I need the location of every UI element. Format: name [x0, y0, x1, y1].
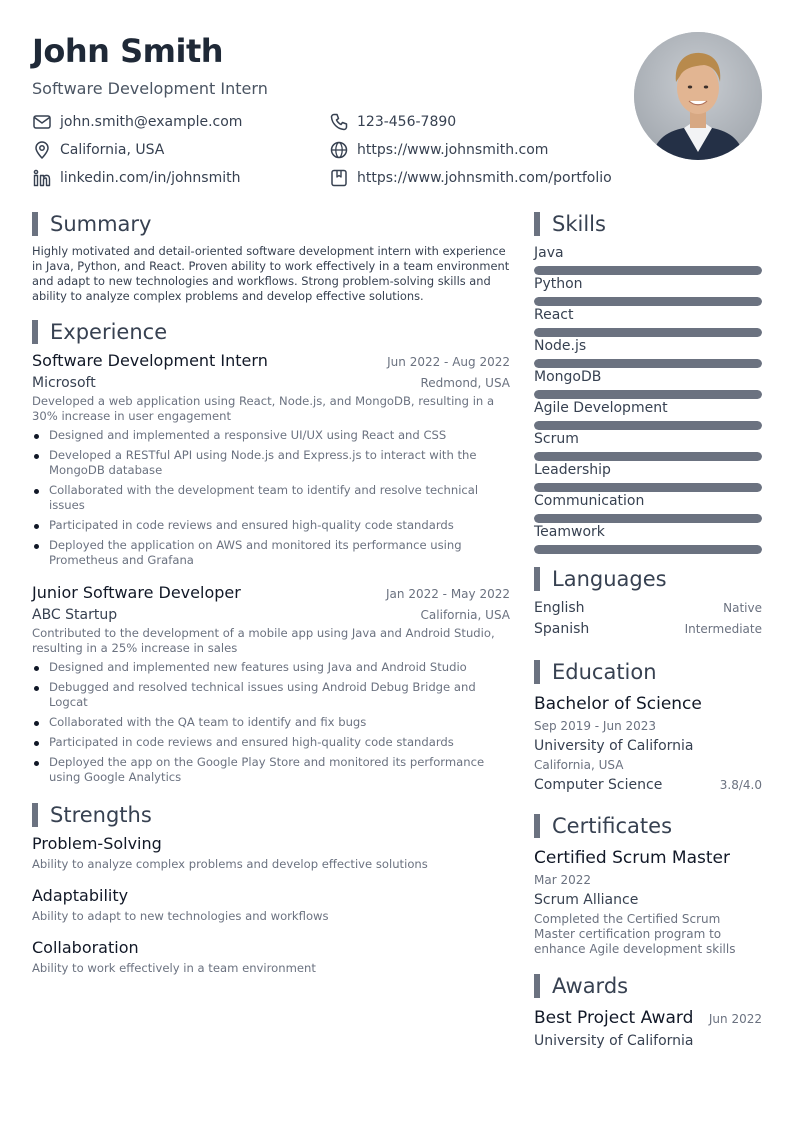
job-bullets — [32, 660, 510, 785]
portfolio-link[interactable]: https://www.johnsmith.com/portfolio — [357, 170, 612, 186]
strength-item — [32, 885, 510, 924]
skill-name: Teamwork — [534, 524, 605, 540]
bullet-item: Deployed the application on AWS and monitored its performance using Prometheus and Grafana — [32, 538, 510, 568]
strength-name: Adaptability — [32, 886, 129, 905]
contact-email[interactable] — [32, 112, 242, 132]
skill-level-fill — [534, 514, 762, 523]
experience-heading: Experience — [32, 320, 510, 344]
skill-level-bar — [534, 328, 762, 337]
job-entry — [32, 582, 510, 785]
awards-section — [534, 974, 762, 1051]
email-text: john.smith@example.com — [60, 114, 243, 130]
bullet-item: Collaborated with the development team to identify and resolve technical issues — [32, 483, 510, 513]
strength-desc: Ability to adapt to new technologies and workflows — [32, 909, 329, 923]
education-location: California, USA — [534, 758, 624, 772]
side-column — [534, 212, 762, 1051]
skill-name: Python — [534, 276, 583, 292]
strength-name: Collaboration — [32, 938, 139, 957]
certificate-issuer: Scrum Alliance — [534, 892, 639, 908]
strength-name: Problem-Solving — [32, 834, 162, 853]
skill-level-bar — [534, 390, 762, 399]
bullet-item: Participated in code reviews and ensured high-quality code standards — [32, 735, 510, 750]
certificates-heading: Certificates — [534, 814, 762, 838]
skill-item — [534, 523, 762, 554]
experience-section — [32, 320, 510, 785]
language-item — [534, 600, 762, 621]
contact-phone[interactable] — [329, 112, 456, 132]
language-level: Intermediate — [684, 622, 762, 636]
skill-name: Communication — [534, 493, 645, 509]
language-item — [534, 621, 762, 642]
education-dates: Sep 2019 - Jun 2023 — [534, 719, 657, 733]
bullet-item: Deployed the app on the Google Play Store and monitored its performance using Google Analytics — [32, 755, 510, 785]
globe-icon — [329, 140, 349, 160]
certificate-name: Certified Scrum Master — [534, 848, 730, 868]
bullet-item: Participated in code reviews and ensured high-quality code standards — [32, 518, 510, 533]
skill-name: Leadership — [534, 462, 611, 478]
skill-item — [534, 492, 762, 523]
job-dates: Jan 2022 - May 2022 — [386, 587, 510, 601]
skill-name: MongoDB — [534, 369, 602, 385]
strength-item — [32, 937, 510, 976]
strength-desc: Ability to work effectively in a team environment — [32, 961, 316, 975]
skill-item — [534, 244, 762, 275]
strength-desc: Ability to analyze complex problems and develop effective solutions — [32, 857, 428, 871]
job-dates: Jun 2022 - Aug 2022 — [387, 355, 510, 369]
contact-website[interactable] — [329, 140, 548, 160]
awards-heading: Awards — [534, 974, 762, 998]
education-heading: Education — [534, 660, 762, 684]
phone-icon — [329, 112, 349, 132]
skill-name: Java — [534, 245, 564, 261]
skill-name: Node.js — [534, 338, 587, 354]
heading-accent-bar — [534, 212, 540, 236]
phone-text: 123-456-7890 — [357, 114, 457, 130]
summary-section — [32, 212, 510, 304]
award-name: Best Project Award — [534, 1008, 694, 1028]
bullet-item: Designed and implemented a responsive UI/UX using React and CSS — [32, 428, 510, 443]
mail-icon — [32, 112, 52, 132]
skill-level-fill — [534, 328, 762, 337]
contact-portfolio[interactable] — [329, 168, 612, 188]
candidate-title: Software Development Intern — [32, 79, 268, 98]
strength-item — [32, 833, 510, 872]
skill-level-bar — [534, 266, 762, 275]
skill-name: Agile Development — [534, 400, 668, 416]
award-issuer: University of California — [534, 1033, 694, 1049]
skill-level-fill — [534, 297, 762, 306]
skill-level-bar — [534, 483, 762, 492]
job-location: California, USA — [420, 608, 510, 622]
bullet-item: Debugged and resolved technical issues using Android Debug Bridge and Logcat — [32, 680, 510, 710]
education-section — [534, 660, 762, 795]
job-entry — [32, 350, 510, 568]
skill-level-fill — [534, 452, 762, 461]
award-date: Jun 2022 — [708, 1012, 762, 1026]
contact-location — [32, 140, 164, 160]
certificate-desc: Completed the Certified Scrum Master certification program to enhance Agile development skills — [534, 912, 736, 956]
summary-text: Highly motivated and detail-oriented software development intern with experience in Java, Python, and React. Proven ability to work effectively in a team environment and adapt to new technologies and workflows. Strong problem-solving skills and ability to analyze complex problems and develop effective solutions. — [32, 244, 510, 303]
skill-item — [534, 275, 762, 306]
main-column — [32, 212, 510, 976]
skill-level-bar — [534, 545, 762, 554]
skills-list — [534, 244, 762, 554]
heading-accent-bar — [534, 814, 540, 838]
language-name: Spanish — [534, 621, 590, 637]
skills-heading: Skills — [534, 212, 762, 236]
website-link[interactable]: https://www.johnsmith.com — [357, 142, 549, 158]
heading-accent-bar — [32, 320, 38, 344]
heading-accent-bar — [534, 660, 540, 684]
education-gpa: 3.8/4.0 — [719, 778, 762, 792]
job-company: ABC Startup — [32, 607, 118, 623]
skill-level-fill — [534, 545, 762, 554]
skill-level-bar — [534, 297, 762, 306]
certificates-section — [534, 814, 762, 957]
contact-linkedin[interactable] — [32, 168, 240, 188]
skills-section — [534, 212, 762, 554]
job-description: Contributed to the development of a mobile app using Java and Android Studio, resulting in a 25% increase in sales — [32, 626, 495, 655]
language-level: Native — [723, 601, 762, 615]
bookmark-icon — [329, 168, 349, 188]
skill-name: Scrum — [534, 431, 579, 447]
skill-level-bar — [534, 452, 762, 461]
linkedin-link[interactable]: linkedin.com/in/johnsmith — [60, 170, 241, 186]
skill-level-fill — [534, 359, 762, 368]
skill-level-bar — [534, 359, 762, 368]
skill-level-bar — [534, 421, 762, 430]
heading-accent-bar — [32, 803, 38, 827]
skill-level-fill — [534, 483, 762, 492]
job-role: Junior Software Developer — [32, 583, 241, 602]
skill-item — [534, 399, 762, 430]
skill-name: React — [534, 307, 574, 323]
skill-item — [534, 337, 762, 368]
education-school: University of California — [534, 738, 694, 754]
languages-section — [534, 567, 762, 642]
skill-level-fill — [534, 421, 762, 430]
bullet-item: Collaborated with the QA team to identify and fix bugs — [32, 715, 510, 730]
heading-accent-bar — [32, 212, 38, 236]
education-degree: Bachelor of Science — [534, 694, 702, 714]
languages-heading: Languages — [534, 567, 762, 591]
location-pin-icon — [32, 140, 52, 160]
job-bullets — [32, 428, 510, 568]
candidate-name: John Smith — [32, 32, 224, 70]
linkedin-icon — [32, 168, 52, 188]
strengths-heading: Strengths — [32, 803, 510, 827]
heading-accent-bar — [534, 974, 540, 998]
job-role: Software Development Intern — [32, 351, 268, 370]
profile-photo — [634, 32, 762, 160]
skill-item — [534, 368, 762, 399]
language-name: English — [534, 600, 585, 616]
skill-item — [534, 461, 762, 492]
job-location: Redmond, USA — [420, 376, 510, 390]
skill-level-bar — [534, 514, 762, 523]
certificate-date: Mar 2022 — [534, 873, 591, 887]
heading-accent-bar — [534, 567, 540, 591]
skill-level-fill — [534, 390, 762, 399]
job-description: Developed a web application using React, Node.js, and MongoDB, resulting in a 30% increase in user engagement — [32, 394, 495, 423]
location-text: California, USA — [60, 142, 165, 158]
summary-heading: Summary — [32, 212, 510, 236]
skill-item — [534, 306, 762, 337]
strengths-section — [32, 803, 510, 976]
bullet-item: Developed a RESTful API using Node.js and Express.js to interact with the MongoDB database — [32, 448, 510, 478]
job-company: Microsoft — [32, 375, 96, 391]
bullet-item: Designed and implemented new features using Java and Android Studio — [32, 660, 510, 675]
skill-item — [534, 430, 762, 461]
education-field: Computer Science — [534, 777, 663, 793]
skill-level-fill — [534, 266, 762, 275]
